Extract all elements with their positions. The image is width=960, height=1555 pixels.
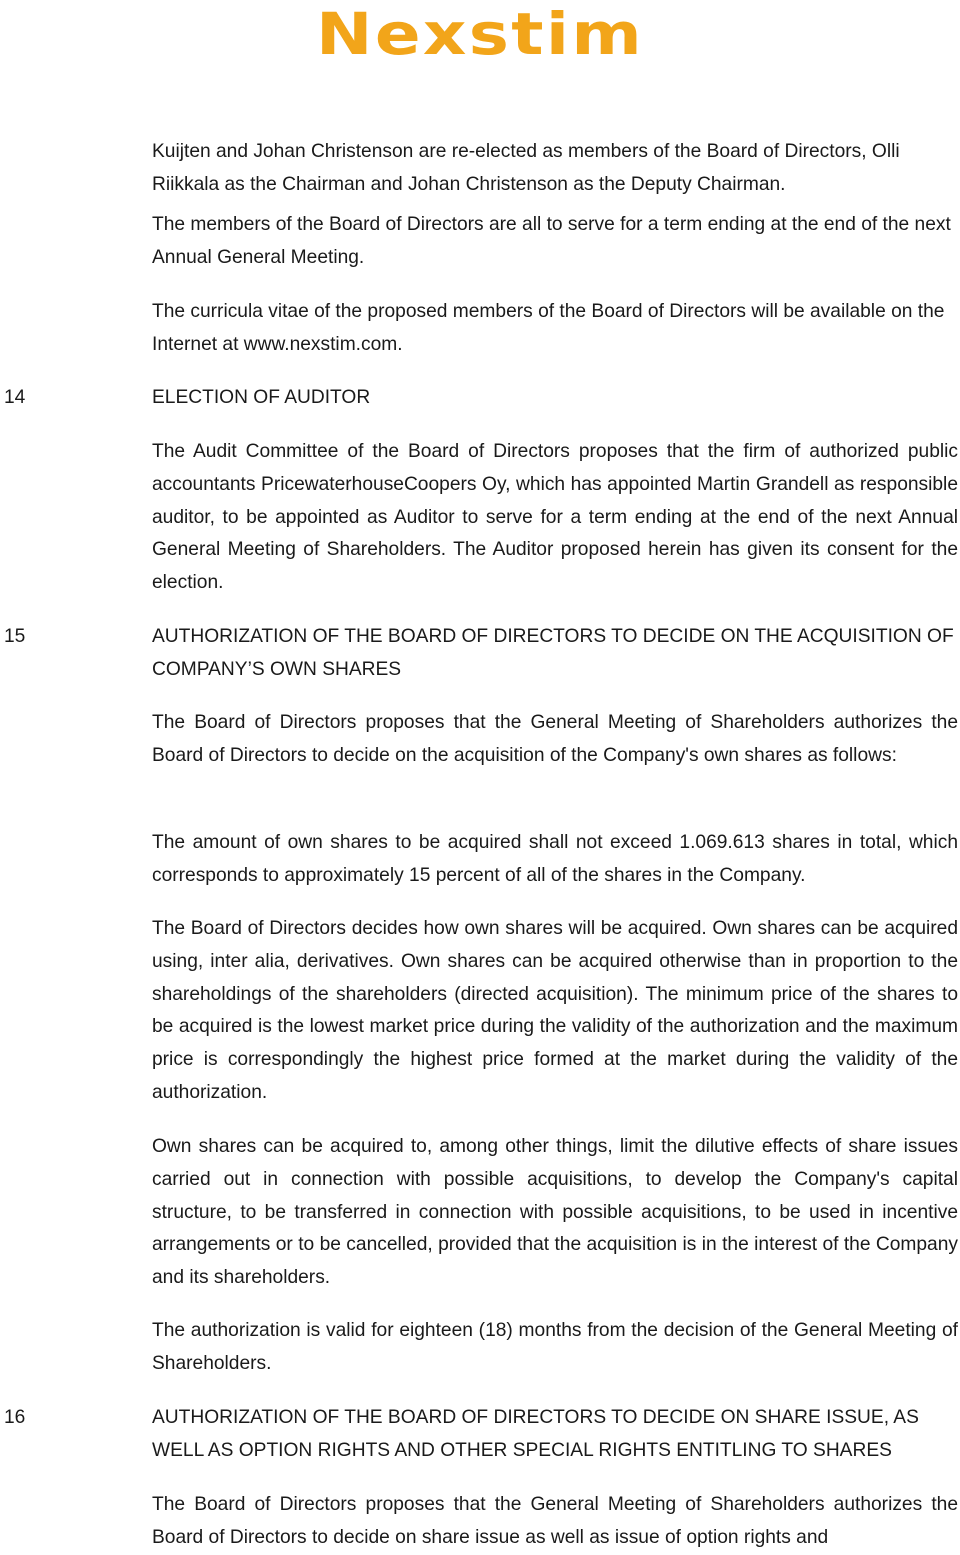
nexstim-logo xyxy=(316,4,646,60)
section-16-number: 16 xyxy=(4,1407,26,1428)
logo-wordmark xyxy=(316,4,646,60)
section-15-paragraph-2: The amount of own shares to be acquired shall not exceed 1.069.613 shares in total, which corresponds to approximately 15 percent of all of the shares in the Company. xyxy=(152,832,958,886)
section-14-title: ELECTION OF AUDITOR xyxy=(152,387,371,408)
paragraph-board-term: The members of the Board of Directors are all to serve for a term ending at the end of the next Annual General Meeting. xyxy=(152,214,951,268)
section-15-paragraph-4: Own shares can be acquired to, among other things, limit the dilutive effects of share issues carried out in connection with possible acquisitions, to develop the Company's capital structure, to be transferred in connection with possible acquisitions, to be used in incentive arrangements or to be cancelled, provided that the acquisition is in the interest of the Company and its shareholders. xyxy=(152,1136,958,1289)
section-15-paragraph-5: The authorization is valid for eighteen (18) months from the decision of the General Meeting of Shareholders. xyxy=(152,1320,958,1374)
logo-text: Nexstim xyxy=(316,4,644,60)
section-15-title: AUTHORIZATION OF THE BOARD OF DIRECTORS TO DECIDE ON THE ACQUISITION OF COMPANY’S OWN SHARES xyxy=(152,626,954,680)
section-16-title: AUTHORIZATION OF THE BOARD OF DIRECTORS TO DECIDE ON SHARE ISSUE, AS WELL AS OPTION RIGHTS AND OTHER SPECIAL RIGHTS ENTITLING TO SHARES xyxy=(152,1407,919,1461)
section-15-number: 15 xyxy=(4,626,26,647)
paragraph-board-election: Kuijten and Johan Christenson are re-elected as members of the Board of Directors, Olli Riikkala as the Chairman and Johan Christenson as the Deputy Chairman. xyxy=(152,141,900,195)
section-16-paragraph-1: The Board of Directors proposes that the General Meeting of Shareholders authorizes the Board of Directors to decide on share issue as well as issue of option rights and xyxy=(152,1494,958,1548)
paragraph-curricula: The curricula vitae of the proposed members of the Board of Directors will be available on the Internet at www.nexstim.com. xyxy=(152,301,945,355)
section-14-paragraph-1: The Audit Committee of the Board of Directors proposes that the firm of authorized public accountants PricewaterhouseCoopers Oy, which has appointed Martin Grandell as responsible auditor, to be appointed as Auditor to serve for a term ending at the end of the next Annual General Meeting of Shareholders. The Auditor proposed herein has given its consent for the election. xyxy=(152,441,958,594)
section-15-paragraph-1: The Board of Directors proposes that the General Meeting of Shareholders authorizes the Board of Directors to decide on the acquisition of the Company's own shares as follows: xyxy=(152,712,958,766)
section-14-number: 14 xyxy=(4,387,26,408)
section-15-paragraph-3: The Board of Directors decides how own shares will be acquired. Own shares can be acquired using, inter alia, derivatives. Own shares can be acquired otherwise than in proportion to the shareholdings of the shareholders (directed acquisition). The minimum price of the shares to be acquired is the lowest market price during the validity of the authorization and the maximum price is correspondingly the highest price formed at the market during the validity of the authorization. xyxy=(152,918,958,1103)
